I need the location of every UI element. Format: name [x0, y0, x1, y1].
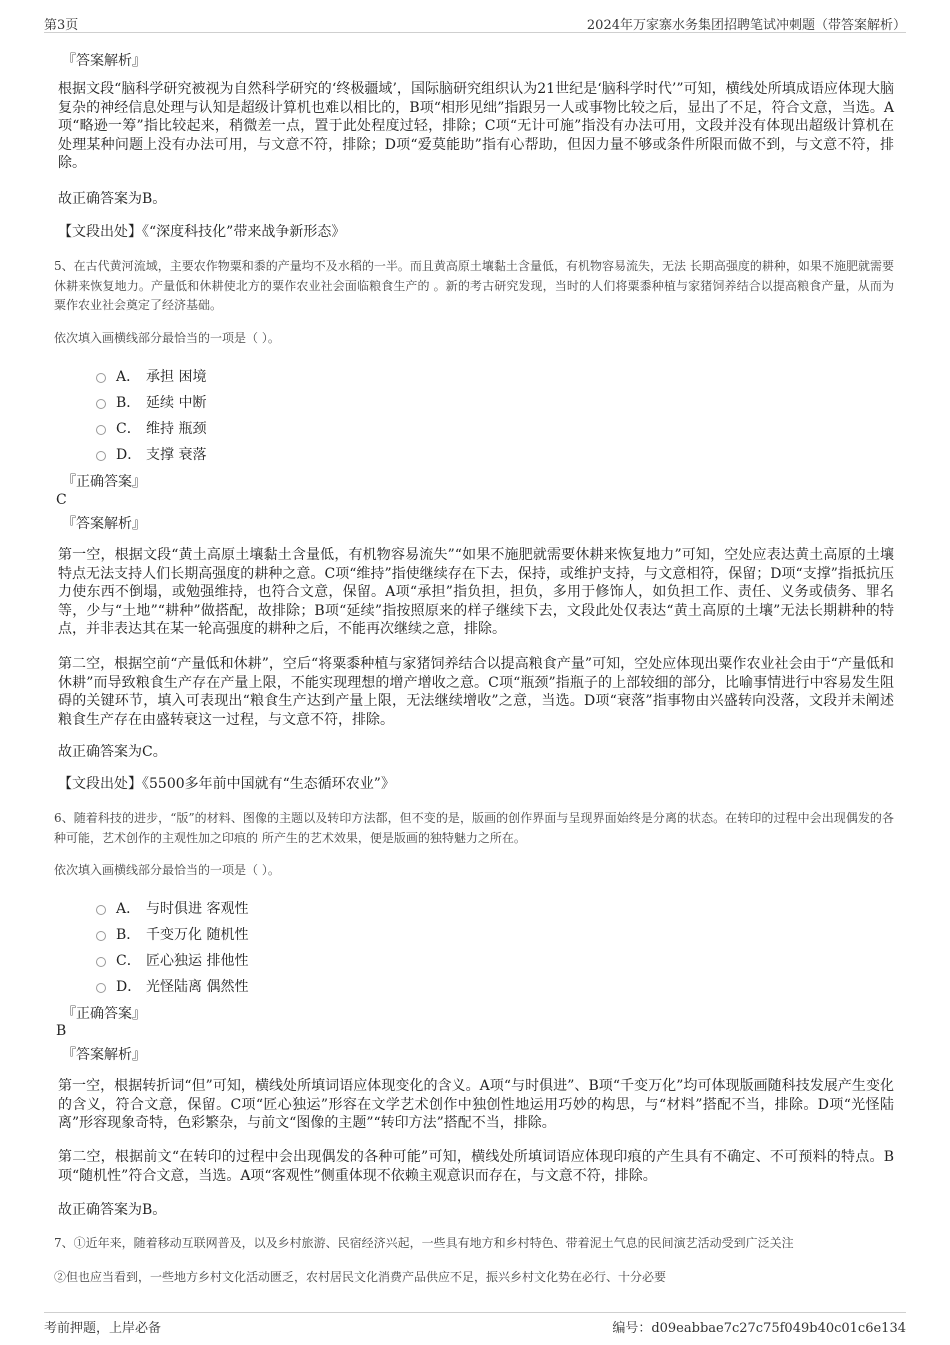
analysis-paragraph: 根据文段“脑科学研究被视为自然科学研究的‘终极疆域’，国际脑研究组织认为21世纪是‘脑科学时代’”可知，横线处所填成语应体现大脑复杂的神经信息处理与认知是超级计算机也难以相比的，B项“相形见绌”指跟另一人或事物比较之后，显出了不足，符合文意，当选。A项“略逊一筹”指比较起来，稍微差一点，置于此处程度过轻，排除；C项“无计可施”指没有办法可用，文段并没有体现出超级计算机在处理某种问题上没有办法可用，与文意不符，排除；D项“爱莫能助”指有心帮助，但因力量不够或条件所限而做不到，与文意不符，排除。 — [58, 81, 894, 171]
analysis-paragraph-1: 第一空，根据文段“黄土高原土壤黏土含量低，有机物容易流失”“如果不施肥就需要休耕来恢复地力”可知，空处应表达黄土高原的土壤特点无法支持人们长期高强度的耕种之意。C项“维持”指使继续存在下去，保持，或维护支持，与文意相符，保留；D项“支撑”指抵抗压力使东西不倒塌，或勉强维持，也符合文意，保留。A项“承担”指负担，担负，多用于修饰人，如负担工作、责任、义务或债务、罪名等，少与“土地”“耕种”做搭配，故排除；B项“延续”指按照原来的样子继续下去，文段此处仅表达“黄土高原的土壤”无法长期耕种的特点，并非表达其在某一轮高强度的耕种之后，不能再次继续之意，排除。 — [58, 547, 894, 637]
page-number: 第3页 — [44, 18, 79, 33]
correct-answer: C — [56, 492, 67, 508]
page-footer — [44, 1312, 906, 1335]
source-citation: 【文段出处】《5500多年前中国就有“生态循环农业”》 — [58, 776, 395, 792]
radio-icon[interactable] — [96, 983, 106, 993]
radio-icon[interactable] — [96, 957, 106, 967]
question-7-line-1: 7、①近年来，随着移动互联网普及，以及乡村旅游、民宿经济兴起，一些具有地方和乡村特色、带着泥土气息的民间演艺活动受到广泛关注 — [54, 1236, 794, 1250]
radio-icon[interactable] — [96, 931, 106, 941]
correct-answer: B — [56, 1023, 67, 1039]
analysis-label: 『答案解析』 — [62, 53, 146, 69]
correct-answer-label: 『正确答案』 — [62, 1006, 146, 1022]
analysis-label: 『答案解析』 — [62, 1047, 146, 1063]
question-6-option-c[interactable]: C． 匠心独运 排他性 — [96, 950, 248, 970]
footer-slogan: 考前押题，上岸必备 — [44, 1321, 162, 1336]
document-id: 编号：d09eabbae7c27c75f049b40c01c6e134 — [612, 1321, 906, 1336]
page-header — [44, 14, 906, 33]
question-5-option-b[interactable]: B． 延续 中断 — [96, 392, 206, 412]
radio-icon[interactable] — [96, 425, 106, 435]
question-6-option-d[interactable]: D． 光怪陆离 偶然性 — [96, 976, 248, 996]
question-6-option-b[interactable]: B． 千变万化 随机性 — [96, 924, 248, 944]
document-title: 2024年万家寨水务集团招聘笔试冲刺题（带答案解析） — [586, 18, 906, 33]
radio-icon[interactable] — [96, 451, 106, 461]
question-7-line-2: ②但也应当看到，一些地方乡村文化活动匮乏，农村居民文化消费产品供应不足，振兴乡村文化势在必行、十分必要 — [54, 1270, 667, 1284]
analysis-label: 『答案解析』 — [62, 516, 146, 532]
question-6-prompt: 依次填入画横线部分最恰当的一项是（ ）。 — [54, 863, 280, 877]
analysis-paragraph-2: 第二空，根据前文“在转印的过程中会出现偶发的各种可能”可知，横线处所填词语应体现印痕的产生具有不确定、不可预料的特点。B项“随机性”符合文意，当选。A项“客观性”侧重体现不依赖主观意识而存在，与文意不符，排除。 — [58, 1149, 894, 1184]
question-5-prompt: 依次填入画横线部分最恰当的一项是（ ）。 — [54, 331, 280, 345]
analysis-paragraph-1: 第一空，根据转折词“但”可知，横线处所填词语应体现变化的含义。A项“与时俱进”、B项“千变万化”均可体现版画随科技发展产生变化的含义，符合文意，保留。C项“匠心独运”形容在文学艺术创作中独创性地运用巧妙的构思，与“材料”搭配不当，排除。D项“光怪陆离”形容现象奇特，色彩繁杂，与前文“图像的主题”“转印方法”搭配不当，排除。 — [58, 1078, 894, 1131]
conclusion: 故正确答案为B。 — [58, 191, 167, 207]
analysis-paragraph-2: 第二空，根据空前“产量低和休耕”，空后“将粟黍种植与家猪饲养结合以提高粮食产量”可知，空处应体现出粟作农业社会由于“产量低和休耕”而导致粮食生产存在产量上限，不能实现理想的增产增收之意。C项“瓶颈”指瓶子的上部较细的部分，比喻事情进行中容易发生阻碍的关键环节，填入可表现出“粮食生产达到产量上限，无法继续增收”之意，当选。D项“衰落”指事物由兴盛转向没落，文段并未阐述粮食生产存在由盛转衰这一过程，与文意不符，排除。 — [58, 656, 894, 728]
question-5-stem: 5、在古代黄河流域，主要农作物粟和黍的产量均不及水稻的一半。而且黄高原土壤黏土含量低，有机物容易流失，无法 长期高强度的耕种，如果不施肥就需要休耕来恢复地力。产量低和休耕使北方的粟作农业社会面临粮食生产的 。新的考古研究发现，当时的人们将粟黍种植与家猪饲养结合以提高粮食产量，从而为粟作农业社会奠定了经济基础。 — [54, 259, 894, 312]
radio-icon[interactable] — [96, 905, 106, 915]
question-6-stem: 6、随着科技的进步，“版”的材料、图像的主题以及转印方法都，但不变的是，版画的创作界面与呈现界面始终是分离的状态。在转印的过程中会出现偶发的各种可能，艺术创作的主观性加之印痕的 所产生的艺术效果，便是版画的独特魅力之所在。 — [54, 811, 894, 845]
question-5-option-c[interactable]: C． 维持 瓶颈 — [96, 418, 206, 438]
question-5-option-a[interactable]: A． 承担 困境 — [96, 366, 206, 386]
correct-answer-label: 『正确答案』 — [62, 474, 146, 490]
radio-icon[interactable] — [96, 399, 106, 409]
radio-icon[interactable] — [96, 373, 106, 383]
question-5-option-d[interactable]: D． 支撑 衰落 — [96, 444, 206, 464]
conclusion: 故正确答案为B。 — [58, 1202, 167, 1218]
conclusion: 故正确答案为C。 — [58, 744, 167, 760]
question-6-option-a[interactable]: A． 与时俱进 客观性 — [96, 898, 248, 918]
source-citation: 【文段出处】《“深度科技化”带来战争新形态》 — [58, 224, 346, 240]
